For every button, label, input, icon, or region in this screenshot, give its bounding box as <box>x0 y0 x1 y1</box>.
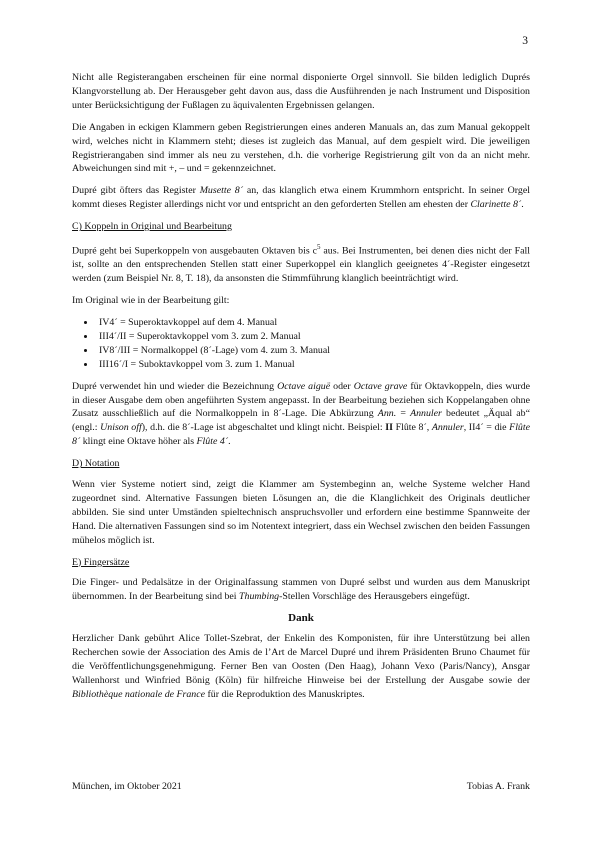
page-number: 3 <box>522 35 528 47</box>
list-item: • III4´/II = Superoktavkoppel vom 3. zum 2. Manual <box>96 330 530 344</box>
paragraph-octave-coupler: Dupré verwendet hin und wieder die Bezeichnung Octave aiguë oder Octave grave für Oktavkoppeln, dies wurde in dieser Ausgabe dem oben angeführten System angepasst. In der Bearbeitung beziehen sich Koppelangaben ohne Zusatz ausschließlich auf die Normalkoppeln in 8´-Lage. Die Abkürzung Ann. = Annuler bedeutet „Äqual ab“ (engl.: Unison off), d.h. die 8´-Lage ist abgeschaltet und klingt nicht. Beispiel: II Flûte 8´, Annuler, II4´ = die Flûte 8´ klingt eine Oktave höher als Flûte 4´. <box>72 380 531 448</box>
paragraph-superkoppeln: Dupré geht bei Superkoppeln von ausgebauten Oktaven bis $c^5$ aus. Bei Instrumenten, bei denen dies nicht der Fall ist, sollte an den entsprechenden Stellen statt einer Superkoppel ein klanglich geeignetes 4´-Register eingesetzt werden (zum Beispiel Nr. 8, T. 18), da ansonsten die Stimmführung klanglich beeinträchtigt wird. <box>72 243 530 285</box>
paragraph-notation: Wenn vier Systeme notiert sind, zeigt die Klammer am Systembeginn an, welche Systeme welcher Hand zugeordnet sind. Alternative Fassungen bieten Lösungen an, die die Klanglichkeit des Originals deutlicher abbilden. Sie sind unter Umständen spieltechnisch anspruchsvoller und erfordern eine bestimme Spannweite der Hand. Die alternativen Fassungen sind so im Notentext integriert, dass ein Wechsel zwischen den beiden Fassungen mühelos möglich ist. <box>72 479 530 546</box>
list-item: • IV4´ = Superoktavkoppel auf dem 4. Manual <box>96 316 530 330</box>
paragraph-fingersaetze: Die Finger- und Pedalsätze in der Originalfassung stammen von Dupré selbst und wurden aus dem Manuskript übernommen. In der Bearbeitung sind bei Thumbing-Stellen Vorschläge des Herausgebers eingefügt. <box>72 577 530 603</box>
heading-koppeln: C) Koppeln in Original und Bearbeitung <box>72 221 232 233</box>
heading-notation: D) Notation <box>72 458 120 470</box>
list-item: • IV8´/III = Normalkoppel (8´-Lage) vom 4. zum 3. Manual <box>96 344 530 358</box>
paragraph-original-rule: Im Original wie in der Bearbeitung gilt: <box>72 295 230 307</box>
paragraph-brackets-info: Die Angaben in eckigen Klammern geben Registrierungen eines anderen Manuals an, das zum Manual gekoppelt wird, welches nicht in Klammern steht; dieses ist zugleich das Manual, auf dem gespielt wird. Die jeweiligen Registrierangaben sind immer als neu zu verstehen, d.h. die vorherige Registrierung gilt von da an nicht mehr. Abweichungen sind mit +, – und = gekennzeichnet. <box>72 121 530 175</box>
paragraph-musette: Dupré gibt öfters das Register Musette 8´ an, das klanglich etwa einem Krummhorn entspricht. In seiner Orgel kommt dieses Register allerdings nicht vor und entspricht an den geforderten Stellen am ehesten der Clarinette 8´. <box>72 185 530 211</box>
place-date: München, im Oktober 2021 <box>72 781 182 792</box>
coupler-list <box>72 316 530 372</box>
signature-line <box>72 781 530 792</box>
list-item: • III16´/I = Suboktavkoppel vom 3. zum 1. Manual <box>96 358 530 372</box>
heading-dank: Dank <box>288 612 314 625</box>
heading-fingersaetze: E) Fingersätze <box>72 556 130 568</box>
page-content <box>72 71 530 710</box>
paragraph-dank: Herzlicher Dank gebührt Alice Tollet-Szebrat, der Enkelin des Komponisten, für ihre Unterstützung bei allen Recherchen sowie der Association des Amis de l’Art de Marcel Dupré und ihrem Präsidenten Bruno Chaumet für die Veröffentlichungsgenehmigung. Ferner Ben van Oosten (Den Haag), Johann Vexo (Paris/Nancy), Ansgar Wallenhorst und Winfried Bönig (Köln) für hilfreiche Hinweise bei der Erstellung der Ausgabe sowie der Bibliothèque nationale de France für die Reproduktion des Manuskriptes. <box>72 633 530 700</box>
paragraph-register-info: Nicht alle Registerangaben erscheinen für eine normal disponierte Orgel sinnvoll. Sie bilden lediglich Duprés Klangvorstellung ab. Der Herausgeber geht davon aus, dass die Ausführenden je nach Instrument und Disposition unter Berücksichtigung der Fußlagen zu äquivalenten Ergebnissen gelangen. <box>72 72 530 111</box>
author-name: Tobias A. Frank <box>466 781 530 792</box>
